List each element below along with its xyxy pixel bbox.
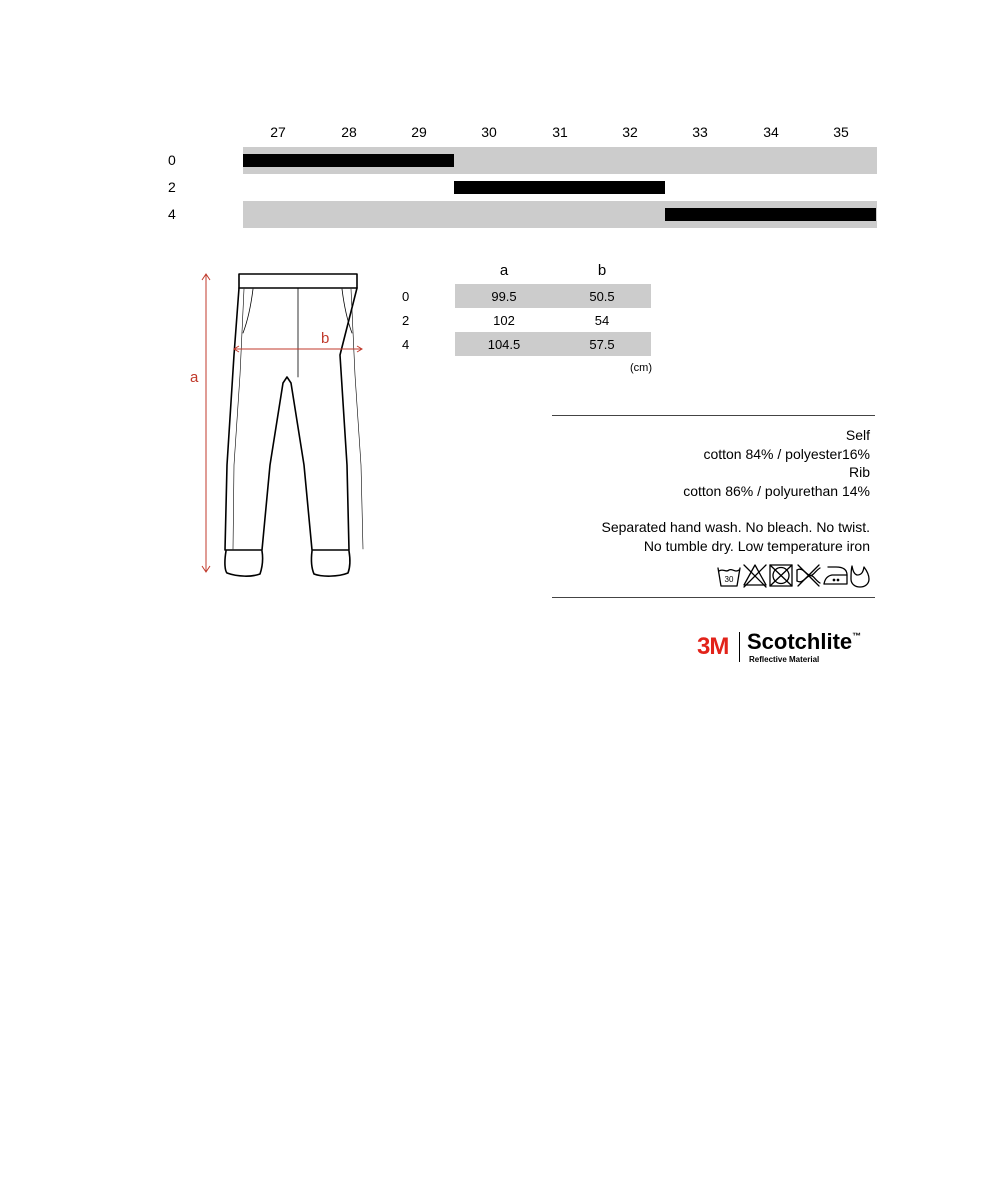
column-header-b: b: [597, 262, 607, 279]
size-range-bar: [243, 154, 454, 167]
row-size-label: 4: [402, 337, 410, 352]
svg-text:30: 30: [724, 575, 734, 584]
trademark-symbol: ™: [852, 631, 862, 641]
size-range-bar: [665, 208, 876, 221]
measurement-a-line: [202, 274, 210, 572]
cell-b: 54: [594, 313, 610, 328]
3m-scotchlite-logo: [697, 630, 867, 666]
rib-fabric: cotton 86% / polyurethan 14%: [683, 483, 870, 499]
size-range-bar: [454, 181, 665, 194]
waist-tick: 34: [763, 124, 779, 140]
care-instruction-2: No tumble dry. Low temperature iron: [643, 538, 870, 554]
scotchlite-name: Scotchlite: [747, 629, 853, 654]
waist-tick: 35: [833, 124, 849, 140]
measurement-b-label: b: [321, 330, 330, 347]
row-size-label: 0: [402, 289, 410, 304]
row-size-label: 2: [402, 313, 410, 328]
column-header-a: a: [499, 262, 509, 279]
divider-bottom: [552, 597, 875, 598]
care-icons: [716, 562, 872, 588]
size-range-chart: [0, 0, 1000, 240]
divider-top: [552, 415, 875, 416]
cell-b: 50.5: [589, 289, 615, 304]
low-iron-icon: [824, 567, 847, 584]
pants-outline: [225, 274, 363, 576]
cell-b: 57.5: [589, 337, 615, 352]
scotchlite-subtitle: Reflective Material: [749, 655, 820, 664]
wash-30-icon: [718, 568, 740, 586]
self-label: Self: [845, 427, 870, 443]
cell-a: 102: [493, 313, 515, 328]
waist-tick: 29: [411, 124, 427, 140]
waist-tick: 30: [481, 124, 497, 140]
rib-label: Rib: [848, 464, 870, 480]
no-wring-icon: [797, 565, 820, 586]
waist-tick: 33: [692, 124, 708, 140]
no-bleach-icon: [744, 565, 766, 587]
waist-tick: 31: [552, 124, 568, 140]
logo-divider: [739, 632, 740, 662]
cell-a: 104.5: [487, 337, 521, 352]
measurement-a-label: a: [190, 369, 199, 386]
cell-a: 99.5: [491, 289, 517, 304]
waist-tick: 28: [341, 124, 357, 140]
size-label: 0: [168, 152, 176, 168]
no-dry-clean-icon: [851, 566, 869, 587]
unit-label: (cm): [630, 362, 652, 374]
no-tumble-dry-icon: [770, 565, 792, 586]
3m-mark: 3M: [697, 633, 729, 660]
waist-tick: 32: [622, 124, 638, 140]
waist-tick: 27: [270, 124, 286, 140]
size-label: 4: [168, 206, 176, 222]
size-label: 2: [168, 179, 176, 195]
pants-diagram: [180, 265, 390, 585]
self-fabric: cotton 84% / polyester16%: [703, 446, 870, 462]
care-instruction-1: Separated hand wash. No bleach. No twist.: [601, 519, 870, 535]
